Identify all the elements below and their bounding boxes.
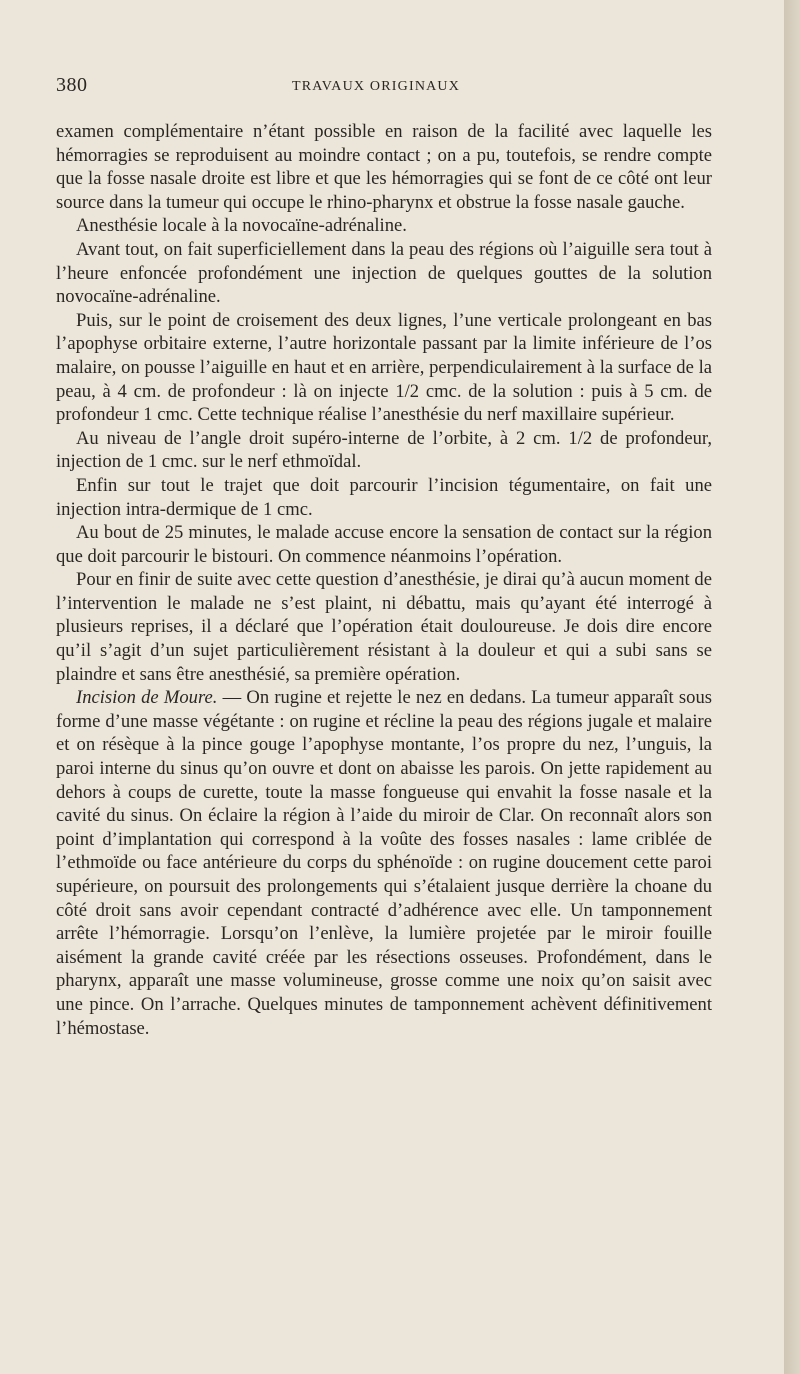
incision-heading: Incision de Moure. <box>76 687 218 709</box>
paragraph-incision <box>56 686 712 1040</box>
paragraph: Au niveau de l’angle droit supéro-interne de l’orbite, à 2 cm. 1/2 de profondeur, injection de 1 cmc. sur le nerf ethmoïdal. <box>56 427 712 473</box>
page-header <box>56 74 712 102</box>
paragraph: Avant tout, on fait superficiellement dans la peau des régions où l’aiguille sera tout à l’heure enfoncée profondément une injection de quelques gouttes de la solution novocaïne-adrénaline. <box>56 238 712 308</box>
paragraph: Au bout de 25 minutes, le malade accuse encore la sensation de contact sur la région que doit parcourir le bistouri. On commence néanmoins l’opération. <box>56 522 712 567</box>
paragraph: Pour en finir de suite avec cette question d’anesthésie, je dirai qu’à aucun moment de l’intervention le malade ne s’est plaint, ni débattu, mais qu’ayant été interrogé à plusieurs reprises, il a déclaré que l’opération était douloureuse. Je dois dire encore qu’il s’agit d’un sujet particulièrement résistant à la douleur et qui a subi sans se plaindre et sans être anesthésié, sa première opération. <box>56 569 712 685</box>
paragraph: Enfin sur tout le trajet que doit parcourir l’incision tégumentaire, on fait une injection intra-dermique de 1 cmc. <box>56 474 712 520</box>
incision-text: — On rugine et rejette le nez en dedans. La tumeur apparaît sous forme d’une masse végétante : on rugine et récline la peau des régions jugale et malaire et on résèque à la pince gouge l’apophyse montante, l’os propre du nez, l’unguis, la paroi interne du sinus qu’on ouvre et dont on abaisse les parois. On jette rapidement au dehors à coups de curette, toute la masse fongueuse qui envahit la fosse nasale et la cavité du sinus. On éclaire la région à l’aide du miroir de Clar. On reconnaît alors son point d’implantation qui correspond à la voûte des fosses nasales : lame criblée de l’ethmoïde ou face antérieure du corps du sphénoïde : on rugine doucement cette paroi supérieure, on poursuit des prolongements qui s’étalaient jusque derrière la choane du côté droit sans avoir cependant contracté d’adhérence avec elle. Un tamponnement arrête l’hémorragie. Lorsqu’on l’enlève, la lumière projetée par le miroir fouille aisément la grande cavité créée par les résections osseuses. Profondément, dans le pharynx, apparaît une masse volumineuse, grosse comme une noix qu’on saisit avec une pince. On l’arrache. Quelques minutes de tamponnement achèvent définitivement l’hémostase. <box>56 687 712 1039</box>
body-text <box>56 120 712 1040</box>
paragraph: Anesthésie locale à la novocaïne-adrénaline. <box>76 215 407 237</box>
running-head: TRAVAUX ORIGINAUX <box>292 79 461 94</box>
page-edge <box>784 0 800 1374</box>
paragraph: examen complémentaire n’étant possible en raison de la facilité avec laquelle les hémorragies se reproduisent au moindre contact ; on a pu, toutefois, se rendre compte que la fosse nasale droite est libre et que les hémorragies qui se font de ce côté ont leur source dans la tumeur qui occupe le rhino-pharynx et obstrue la fosse nasale gauche. <box>56 121 712 213</box>
paragraph: Puis, sur le point de croisement des deux lignes, l’une verticale prolongeant en bas l’apophyse orbitaire externe, l’autre horizontale passant par la limite inférieure de l’os malaire, on pousse l’aiguille en haut et en arrière, perpendiculairement à la surface de la peau, à 4 cm. de profondeur : là on injecte 1/2 cmc. de la solution : puis à 5 cm. de profondeur 1 cmc. Cette technique réalise l’anesthésie du nerf maxillaire supérieur. <box>56 309 712 426</box>
page-number: 380 <box>56 74 88 96</box>
